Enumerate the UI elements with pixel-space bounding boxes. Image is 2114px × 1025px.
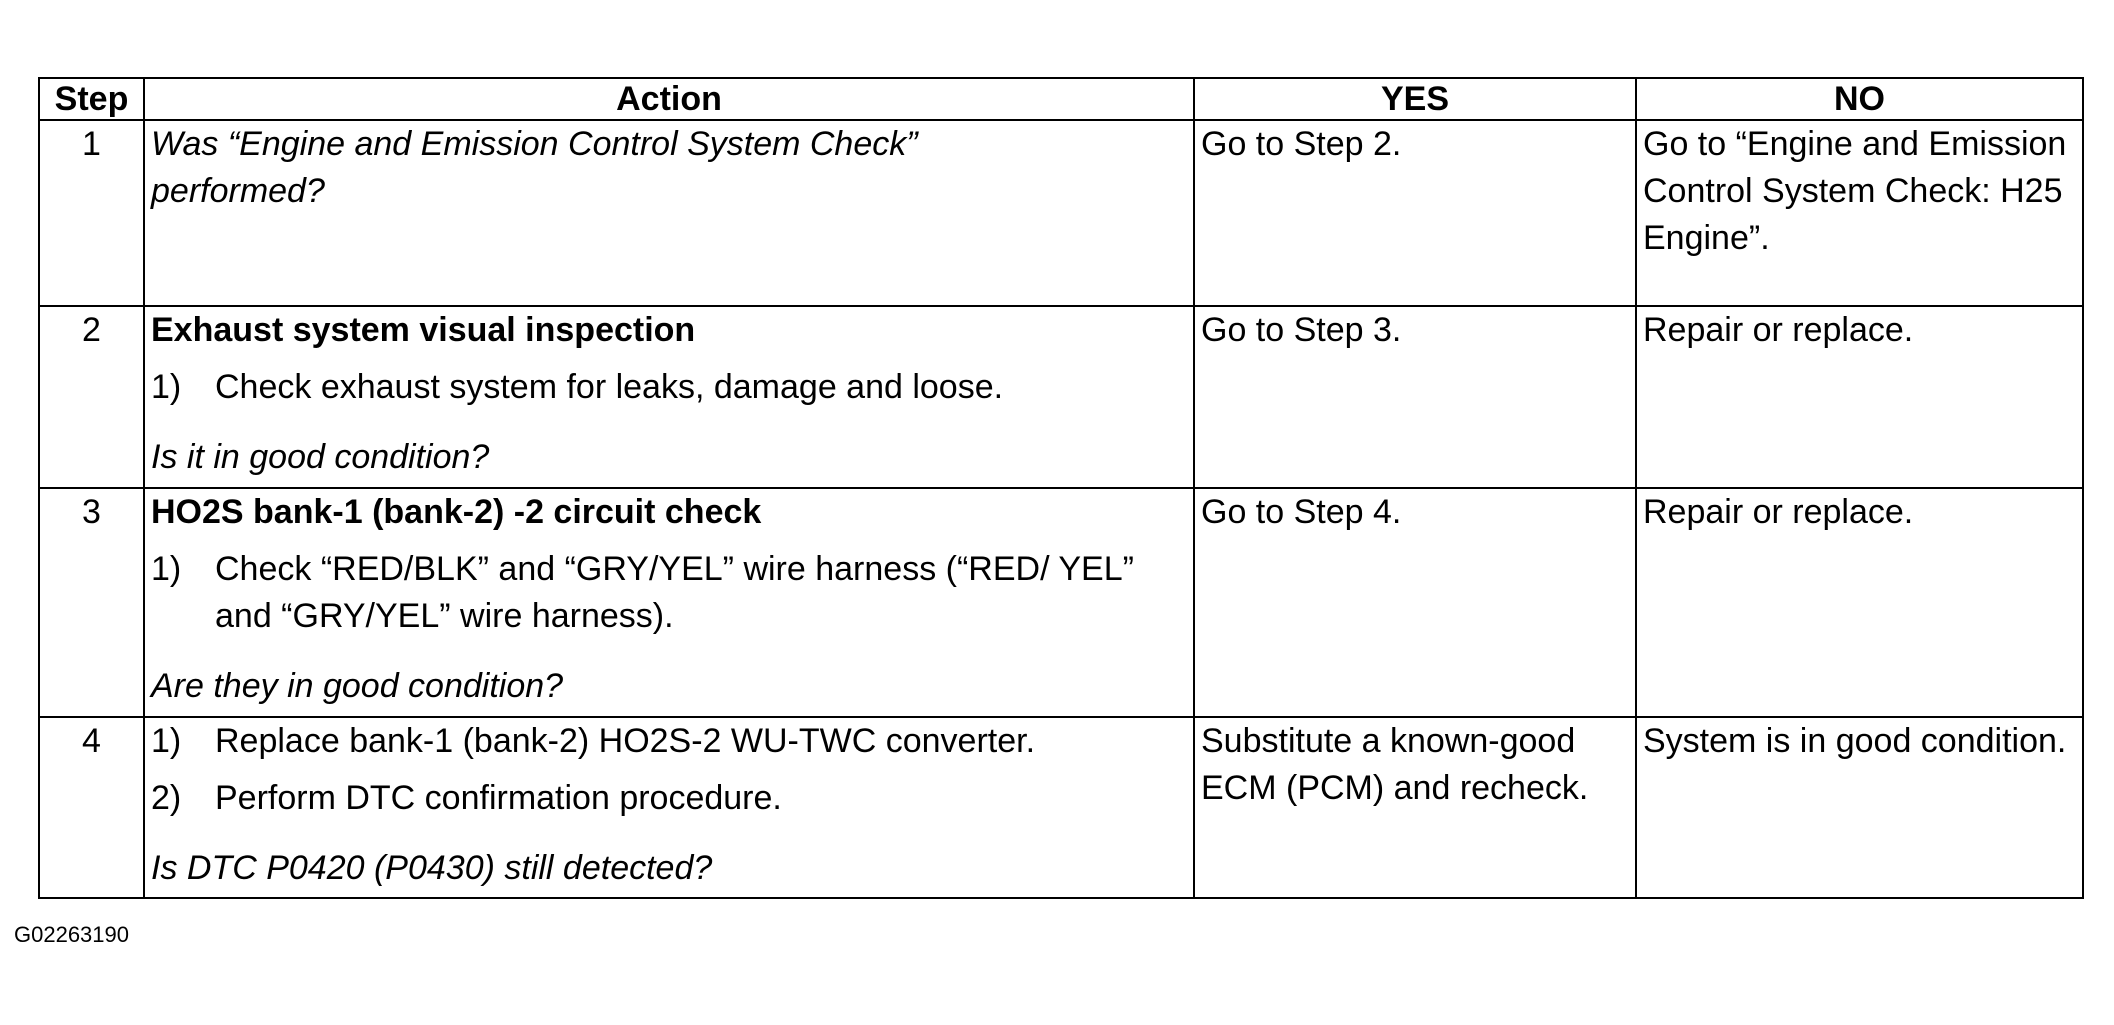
action-question: Are they in good condition? [151, 667, 564, 705]
table-row [39, 120, 2083, 306]
item-number: 1) [151, 550, 182, 588]
no-cell: Repair or replace. [1636, 306, 2083, 488]
list-item [151, 364, 1187, 411]
no-cell: System is in good condition. [1636, 717, 2083, 898]
yes-cell: Go to Step 4. [1194, 488, 1636, 717]
table-header-row [39, 78, 2083, 120]
yes-cell: Substitute a known-good ECM (PCM) and recheck. [1194, 717, 1636, 898]
header-yes: YES [1194, 78, 1636, 120]
diagnostic-table [38, 77, 2084, 899]
yes-cell: Go to Step 3. [1194, 306, 1636, 488]
action-cell [144, 306, 1194, 488]
action-cell [144, 717, 1194, 898]
item-number: 1) [151, 368, 182, 406]
item-text: Perform DTC confirmation procedure. [215, 779, 782, 817]
step-number: 1 [39, 120, 144, 306]
item-number: 1) [151, 722, 182, 760]
list-item [151, 718, 1187, 765]
table-row [39, 306, 2083, 488]
action-question: Is DTC P0420 (P0430) still detected? [151, 849, 713, 887]
header-no: NO [1636, 78, 2083, 120]
no-cell: Repair or replace. [1636, 488, 2083, 717]
table-row [39, 717, 2083, 898]
step-number: 2 [39, 306, 144, 488]
action-question: Was “Engine and Emission Control System Check” performed? [151, 125, 918, 210]
action-cell [144, 488, 1194, 717]
item-text: Check exhaust system for leaks, damage and loose. [215, 368, 1004, 406]
action-items [151, 546, 1187, 640]
step-number: 3 [39, 488, 144, 717]
item-number: 2) [151, 779, 182, 817]
item-text: Replace bank-1 (bank-2) HO2S-2 WU-TWC converter. [215, 722, 1036, 760]
figure-id: G02263190 [14, 922, 129, 947]
action-title: Exhaust system visual inspection [151, 311, 696, 349]
item-text: Check “RED/BLK” and “GRY/YEL” wire harness (“RED/ YEL” and “GRY/YEL” wire harness). [215, 550, 1134, 635]
list-item [151, 546, 1187, 640]
header-step: Step [39, 78, 144, 120]
yes-cell: Go to Step 2. [1194, 120, 1636, 306]
step-number: 4 [39, 717, 144, 898]
list-item [151, 775, 1187, 822]
no-cell: Go to “Engine and Emission Control System Check: H25 Engine”. [1636, 120, 2083, 306]
header-action: Action [144, 78, 1194, 120]
action-items [151, 718, 1187, 822]
table-row [39, 488, 2083, 717]
action-title: HO2S bank-1 (bank-2) -2 circuit check [151, 493, 762, 531]
action-cell [144, 120, 1194, 306]
action-question: Is it in good condition? [151, 438, 490, 476]
action-items [151, 364, 1187, 411]
